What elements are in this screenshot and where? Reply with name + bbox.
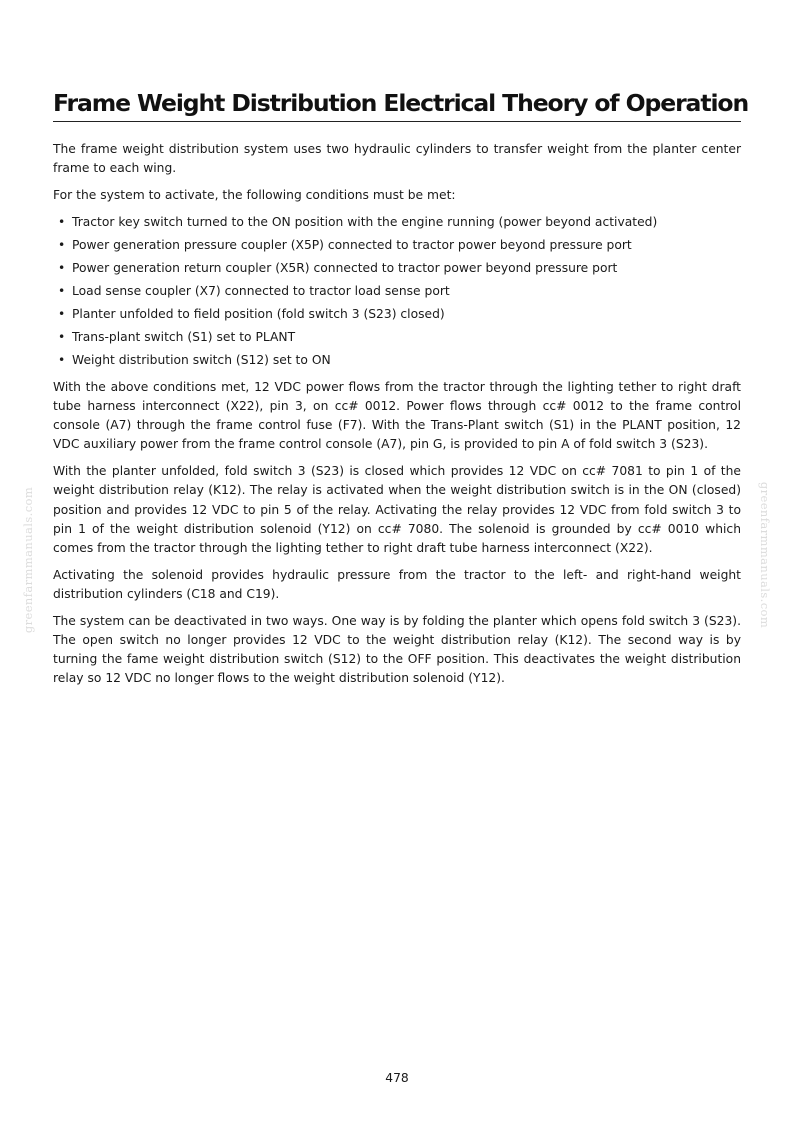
list-item-text: Load sense coupler (X7) connected to tractor load sense port [72,283,450,298]
title-underline [53,121,741,122]
page-number: 478 [385,1071,409,1085]
list-item-text: Power generation return coupler (X5R) connected to tractor power beyond pressure port [72,260,618,275]
list-item-text: Trans-plant switch (S1) set to PLANT [72,330,296,345]
list-item [53,282,741,301]
bullet-icon: • [58,214,66,229]
list-item-text: Tractor key switch turned to the ON position with the engine running (power beyond activated) [72,214,658,229]
list-item [53,305,741,324]
bullet-icon: • [58,353,66,368]
list-item [53,259,741,278]
solenoid-paragraph: Activating the solenoid provides hydraulic pressure from the tractor to the left- and right-hand weight distribution cylinders (C18 and C19). [53,567,741,601]
list-item [53,236,741,255]
deactivation-paragraph: The system can be deactivated in two ways. One way is by folding the planter which opens fold switch 3 (S23). The open switch no longer provides 12 VDC to the weight distribution relay (K12). The second way is by turning the fame weight distribution switch (S12) to the OFF position. This deactivates the weight distribution relay so 12 VDC no longer flows to the weight distribution solenoid (Y12). [53,613,741,686]
list-item [53,351,741,370]
power-flow-paragraph: With the above conditions met, 12 VDC power flows from the tractor through the lighting tether to right draft tube harness interconnect (X22), pin 3, on cc# 0012. Power flows through cc# 0012 to the frame control console (A7) through the frame control fuse (F7). With the Trans-Plant switch (S1) in the PLANT position, 12 VDC auxiliary power from the frame control console (A7), pin G, is provided to pin A of fold switch 3 (S23). [53,379,741,452]
list-item-text: Power generation pressure coupler (X5P) connected to tractor power beyond pressure port [72,237,632,252]
document-body [53,140,741,696]
bullet-icon: • [58,283,66,298]
bullet-icon: • [58,306,66,321]
bullet-icon: • [58,237,66,252]
list-item-text: Planter unfolded to field position (fold switch 3 (S23) closed) [72,306,445,321]
bullet-icon: • [58,330,66,345]
watermark-right: greenfarmmanuals.com [758,481,772,629]
relay-paragraph: With the planter unfolded, fold switch 3 (S23) is closed which provides 12 VDC on cc# 7081 to pin 1 of the weight distribution relay (K12). The relay is activated when the weight distribution switch is in the ON (closed) position and provides 12 VDC to pin 5 of the relay. Activating the relay provides 12 VDC from fold switch 3 to pin 1 of the weight distribution solenoid (Y12) on cc# 7080. The solenoid is grounded by cc# 0010 which comes from the tractor through the lighting tether to right draft tube harness interconnect (X22). [53,464,741,555]
list-item [53,213,741,232]
list-item [53,328,741,347]
watermark-left: greenfarmmanuals.com [21,486,35,634]
intro-paragraph: The frame weight distribution system uses two hydraulic cylinders to transfer weight from the planter center frame to each wing. [53,142,741,176]
page-title: Frame Weight Distribution Electrical Theory of Operation [53,89,749,117]
conditions-list [53,213,741,371]
conditions-lead: For the system to activate, the following conditions must be met: [53,187,456,202]
bullet-icon: • [58,260,66,275]
list-item-text: Weight distribution switch (S12) set to ON [72,353,331,368]
